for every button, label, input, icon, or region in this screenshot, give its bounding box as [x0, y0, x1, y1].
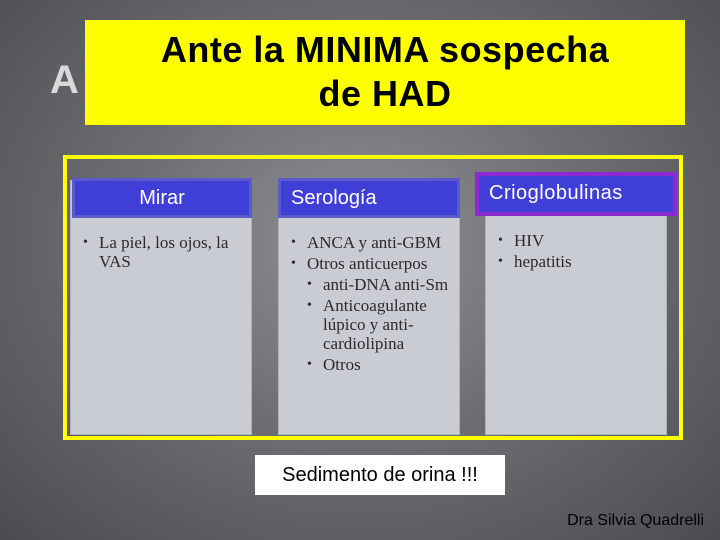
list-subitem: • Otros	[291, 355, 451, 374]
slide-title	[85, 20, 685, 125]
author-credit: Dra Silvia Quadrelli	[567, 512, 704, 529]
list-item: • Otros anticuerpos	[291, 254, 451, 273]
column-serologia	[278, 180, 460, 435]
list-item: • ANCA y anti-GBM	[291, 233, 451, 252]
column-crioglobulinas	[485, 180, 667, 435]
slide-title-line-1: Ante la MINIMA sospecha	[160, 29, 610, 70]
background-title-letter: A	[50, 58, 79, 102]
column-header-mirar: Mirar	[72, 178, 252, 218]
list-item: • HIV	[498, 231, 658, 250]
column-header-crioglobulinas: Crioglobulinas	[475, 172, 677, 216]
sedimento-callout: Sedimento de orina !!!	[255, 455, 505, 495]
list-subitem: • Anticoagulante lúpico y anti-cardiolipina	[291, 296, 451, 353]
list-item: • La piel, los ojos, la VAS	[83, 233, 243, 271]
slide-title-line-2: de HAD	[318, 73, 452, 114]
column-header-serologia: Serología	[278, 178, 460, 218]
list-subitem: • anti-DNA anti-Sm	[291, 275, 451, 294]
column-mirar	[70, 180, 252, 435]
list-item: • hepatitis	[498, 252, 658, 271]
